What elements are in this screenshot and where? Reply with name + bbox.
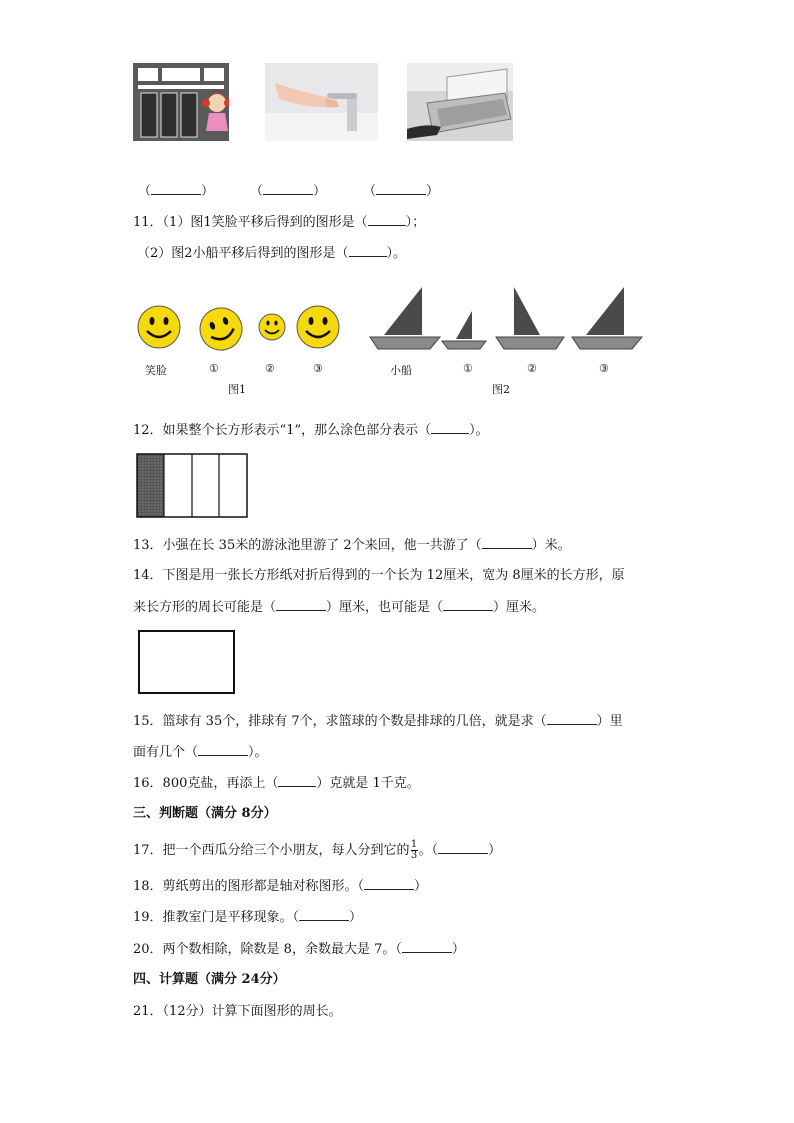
question-text: 13．小强在长 35米的游泳池里游了 2个来回，他一共游了（	[133, 538, 482, 553]
fig2-label-3: ③	[599, 362, 609, 375]
close-paren: ）	[426, 184, 440, 199]
section-3-heading	[133, 805, 277, 823]
question-text-end: ）克就是 1千克。	[316, 776, 420, 791]
question-text: 14．下图是用一张长方形纸对折后得到的一个长为 12厘米，宽为 8厘米的长方形，原	[133, 568, 625, 583]
fig1-label-3: ③	[313, 362, 323, 375]
question-text-end: ）。	[248, 745, 268, 760]
answer-blank[interactable]	[482, 536, 532, 549]
close-paren: ）	[349, 910, 363, 925]
close-paren: ）	[313, 184, 327, 199]
question-text-end: ）。	[469, 423, 489, 438]
fig1-label-1: ①	[209, 362, 219, 375]
answer-blank[interactable]	[263, 182, 313, 195]
q14-rectangle	[138, 630, 235, 694]
answer-blank[interactable]	[278, 774, 316, 787]
q18	[133, 877, 427, 896]
question-text-end: ）里	[596, 714, 623, 729]
q11-part2	[137, 244, 406, 263]
answer-blank[interactable]	[431, 421, 469, 434]
boat-option-2-icon	[496, 287, 564, 349]
top-blank-1	[138, 182, 214, 201]
question-text-end: ）。	[386, 246, 407, 261]
q15-line2	[133, 743, 268, 762]
answer-blank[interactable]	[368, 213, 406, 226]
q21	[133, 1003, 342, 1021]
q14-line2	[133, 598, 545, 617]
smiley-option-2-icon	[259, 314, 285, 340]
question-text: 来长方形的周长可能是（	[133, 600, 277, 615]
fraction-numerator: 1	[410, 839, 418, 850]
q14-line1	[133, 567, 625, 585]
figure-2-boats	[368, 285, 644, 355]
question-text-end: 。（	[418, 843, 439, 858]
question-text: 18．剪纸剪出的图形都是轴对称图形。（	[133, 879, 365, 894]
question-text-end: ）；	[405, 215, 426, 230]
answer-blank[interactable]	[299, 908, 349, 921]
answer-blank[interactable]	[547, 712, 597, 725]
question-text-end: ）厘米。	[493, 600, 546, 615]
question-text: 20．两个数相除，除数是 8，余数最大是 7。（	[133, 942, 402, 957]
hand-faucet-image	[265, 63, 378, 141]
question-text: 面有几个（	[133, 745, 199, 760]
q12-shaded-rectangle	[136, 453, 248, 518]
question-text-mid: ）厘米，也可能是（	[326, 600, 444, 615]
section-title: 四、计算题（满分 24分）	[133, 972, 286, 987]
answer-blank[interactable]	[438, 841, 488, 854]
answer-blank[interactable]	[443, 598, 493, 611]
fig2-label-2: ②	[527, 362, 537, 375]
drawer-image	[407, 63, 513, 141]
fig1-label-smiley: 笑脸	[145, 364, 167, 377]
q12	[133, 421, 489, 440]
open-paren: （	[250, 184, 264, 199]
question-text: 21．（12分）计算下面图形的周长。	[133, 1004, 342, 1019]
answer-blank[interactable]	[276, 598, 326, 611]
close-paren: ）	[488, 843, 502, 858]
answer-blank[interactable]	[364, 877, 414, 890]
section-title: 三、判断题（满分 8分）	[133, 806, 277, 821]
open-paren: （	[363, 184, 377, 199]
q20	[133, 940, 465, 959]
top-blank-2	[250, 182, 326, 201]
top-blank-3	[363, 182, 439, 201]
fig2-label-boat: 小船	[390, 364, 412, 377]
close-paren: ）	[451, 942, 465, 957]
q19	[133, 908, 362, 927]
smiley-option-1-icon	[194, 303, 248, 355]
answer-blank[interactable]	[376, 182, 426, 195]
question-text: 17．把一个西瓜分给三个小朋友，每人分到它的	[133, 843, 410, 858]
question-text: 12．如果整个长方形表示“1”，那么涂色部分表示（	[133, 423, 432, 438]
smiley-original-icon	[138, 306, 180, 348]
question-text: 19．推教室门是平移现象。（	[133, 910, 300, 925]
fig1-caption: 图1	[228, 383, 246, 396]
boat-original-icon	[370, 287, 440, 349]
q11-part1	[133, 213, 425, 232]
q15-line1	[133, 712, 623, 731]
answer-blank[interactable]	[402, 940, 452, 953]
close-paren: ）	[414, 879, 428, 894]
fig2-label-1: ①	[463, 362, 473, 375]
figure-1-smileys	[135, 303, 345, 355]
fraction	[411, 840, 418, 861]
question-text: 11．（1）图1笑脸平移后得到的图形是（	[133, 215, 368, 230]
question-text: （2）图2小船平移后得到的图形是（	[137, 246, 349, 261]
window-image	[133, 63, 229, 141]
answer-blank[interactable]	[151, 182, 201, 195]
question-text-end: ）米。	[531, 538, 571, 553]
answer-blank[interactable]	[198, 743, 248, 756]
q17	[133, 840, 501, 861]
fraction-denominator: 3	[410, 850, 418, 861]
answer-blank[interactable]	[349, 244, 387, 257]
question-text: 16．800克盐，再添上（	[133, 776, 279, 791]
open-paren: （	[138, 184, 152, 199]
fig2-caption: 图2	[492, 383, 510, 396]
section-4-heading	[133, 971, 286, 989]
fig1-label-2: ②	[265, 362, 275, 375]
q16	[133, 774, 420, 793]
boat-option-1-icon	[442, 311, 486, 349]
close-paren: ）	[201, 184, 215, 199]
boat-option-3-icon	[572, 287, 642, 349]
smiley-option-3-icon	[297, 306, 339, 348]
question-text: 15．篮球有 35个，排球有 7个，求篮球的个数是排球的几倍，就是求（	[133, 714, 547, 729]
q13	[133, 536, 571, 555]
